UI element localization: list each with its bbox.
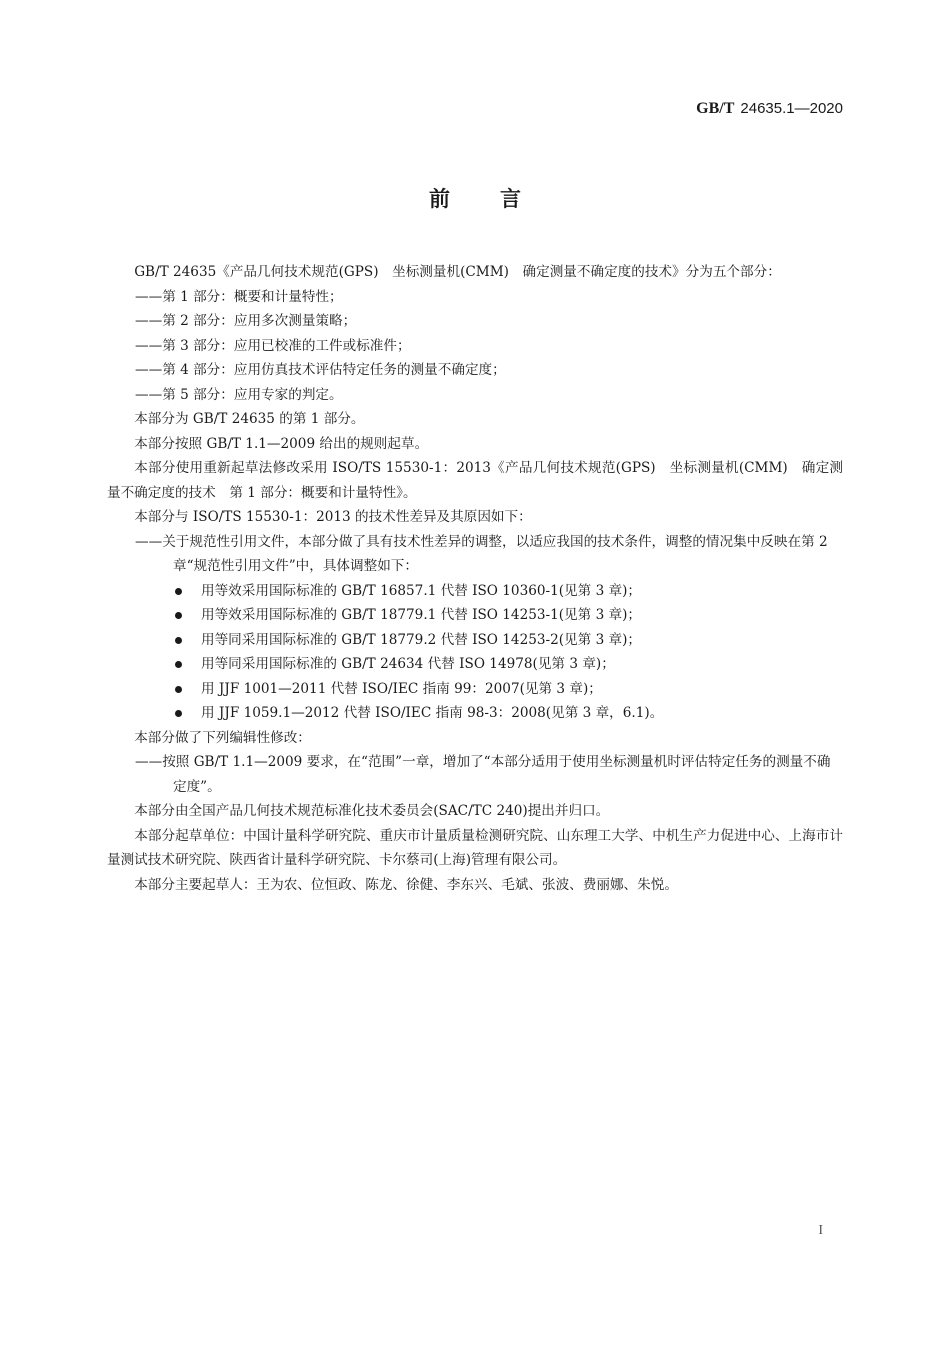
foreword-body bbox=[107, 260, 843, 897]
adjustment-item: 用等同采用国际标准的 GB/T 24634 代替 ISO 14978(见第 3 章)； bbox=[107, 652, 843, 677]
paragraph-technical-differences: 本部分与 ISO/TS 15530-1：2013 的技术性差异及其原因如下： bbox=[134, 509, 532, 525]
page-title bbox=[0, 183, 950, 213]
paragraph-drafting-units: 本部分起草单位：中国计量科学研究院、重庆市计量质量检测研究院、山东理工大学、中机生产力促进中心、上海市计量测试技术研究院、陕西省计量科学研究院、卡尔蔡司(上海)管理有限公司。 bbox=[107, 827, 843, 868]
paragraph-adoption: 本部分使用重新起草法修改采用 ISO/TS 15530-1：2013《产品几何技术规范(GPS) 坐标测量机(CMM) 确定测量不确定度的技术 第 1 部分：概要和计量特性》。 bbox=[107, 460, 843, 501]
adjustment-item: 用 JJF 1059.1—2012 代替 ISO/IEC 指南 98-3：2008(见第 3 章，6.1)。 bbox=[107, 701, 843, 726]
paragraph-drafting-rules: 本部分按照 GB/T 1.1—2009 给出的规则起草。 bbox=[134, 435, 429, 452]
part-item: ——第 5 部分：应用专家的判定。 bbox=[135, 386, 343, 403]
page-number: I bbox=[818, 1223, 823, 1238]
part-item: ——第 1 部分：概要和计量特性； bbox=[135, 288, 343, 305]
adjustment-item: 用等效采用国际标准的 GB/T 16857.1 代替 ISO 10360-1(见第 3 章)； bbox=[107, 579, 843, 604]
technical-difference-item: ——关于规范性引用文件，本部分做了具有技术性差异的调整，以适应我国的技术条件，调整的情况集中反映在第 2 章“规范性引用文件”中，具体调整如下： bbox=[135, 533, 828, 574]
standard-prefix: GB/T bbox=[696, 100, 735, 117]
adjustment-item: 用等同采用国际标准的 GB/T 18779.2 代替 ISO 14253-2(见第 3 章)； bbox=[107, 628, 843, 653]
intro-paragraph: GB/T 24635《产品几何技术规范(GPS) 坐标测量机(CMM) 确定测量不确定度的技术》分为五个部分： bbox=[134, 264, 781, 280]
part-item: ——第 4 部分：应用仿真技术评估特定任务的测量不确定度； bbox=[135, 362, 506, 378]
paragraph-proposer: 本部分由全国产品几何技术规范标准化技术委员会(SAC/TC 240)提出并归口。 bbox=[134, 803, 610, 819]
standard-code bbox=[696, 99, 843, 118]
adjustment-item: 用等效采用国际标准的 GB/T 18779.1 代替 ISO 14253-1(见第 3 章)； bbox=[107, 603, 843, 628]
part-item: ——第 3 部分：应用已校准的工件或标准件； bbox=[135, 337, 411, 354]
part-item: ——第 2 部分：应用多次测量策略； bbox=[135, 313, 357, 329]
title-char-2: 言 bbox=[500, 187, 521, 211]
paragraph-part-of: 本部分为 GB/T 24635 的第 1 部分。 bbox=[134, 411, 365, 427]
adjustment-item: 用 JJF 1001—2011 代替 ISO/IEC 指南 99：2007(见第 3 章)； bbox=[107, 677, 843, 702]
editorial-change-item: ——按照 GB/T 1.1—2009 要求，在“范围”一章，增加了“本部分适用于使用坐标测量机时评估特定任务的测量不确定度”。 bbox=[135, 754, 831, 795]
title-char-1: 前 bbox=[429, 187, 450, 211]
paragraph-editorial-changes: 本部分做了下列编辑性修改： bbox=[134, 729, 311, 746]
standard-number: 24635.1—2020 bbox=[740, 100, 843, 117]
paragraph-drafters: 本部分主要起草人：王为农、位恒政、陈龙、徐健、李东兴、毛斌、张波、费丽娜、朱悦。 bbox=[134, 876, 678, 893]
